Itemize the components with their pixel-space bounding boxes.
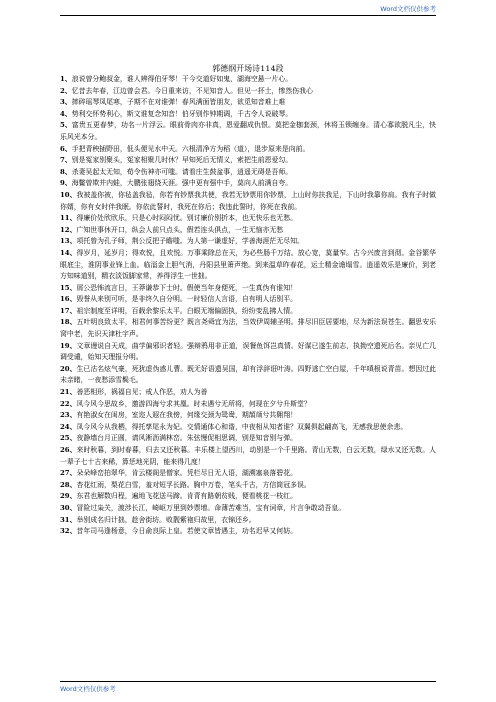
verse-text: 摔碎瑶琴凤尾寒，子期不在对谁弹！春风满面皆朋友，欲觅知音难上难 [71,98,286,107]
verse-number: 19、 [60,341,77,350]
verse-item [60,225,436,237]
verse-text: 文章谩说自天成，曲学偏邪识者轻。强辩鸦用非正道，误餐鱼饵岂真情。好谋已遂生前志，执拗空遗死后名。亲见亡几调受谴，始知天理报分明。 [60,341,436,362]
verse-number: 17、 [60,306,77,315]
verse-number: 5、 [60,121,72,130]
verse-text: 五叶明良致太平，相君何事苦纷更？既言尧舜宜为法，当效伊周辅圣明。排尽旧臣居要地，尽为新法误苍生。翻思安乐窝中老，先识天津杜宇声。 [60,318,436,339]
verse-number: 10、 [60,190,77,199]
verse-text: 势利交怀势利心，斯文谁复念知音！伯牙别作钟期调，千古令人说破琴。 [71,109,293,118]
verse-item [60,294,436,306]
verse-text: 风今风今思故乡，邀游四海兮求其凰。时未遇兮无所将，何现在夕兮升斯堂？ [76,399,311,408]
verse-number: 25、 [60,434,77,443]
verse-item [60,410,436,422]
verse-text: 屑公恐怖流言日，王莽谦恭下士时。假使当年身便死，一生真伪有谁知！ [76,283,297,292]
verse-number: 9、 [60,179,72,188]
verse-number: 26、 [60,446,77,454]
verse-item [60,248,436,283]
verse-number: 30、 [60,503,77,512]
verse-item [60,178,436,190]
verse-number: 18、 [60,318,77,327]
verse-text: 浪说曾分鲍叔金，谁人辨得伯牙琴！干今交道好如鬼，湖海空悬一片心。 [71,75,293,83]
verse-item [60,491,436,503]
verse-number: 14、 [60,248,77,257]
verse-number: 21、 [60,388,77,397]
verse-item [60,213,436,225]
verse-text: 生已沽名炫气豪，死犹虚伪惑儿曹。既无好语遗吴国，却有浮辞诳叶涛。四野逃亡空白屋，千年嗔根说青苗。想因过此未亲睹，一夜愁添雪鬓毛。 [60,364,436,385]
verse-number: 8、 [60,167,72,176]
verse-item [60,144,436,156]
verse-text: 善恶相形，祸福自见；戒人作恶，劝人为善 [76,388,208,397]
verse-number: 3、 [60,98,72,107]
verse-text: 得廉价处欣欣乐，只是心时闷闷忧。别讨廉价别折本，也无快乐也无愁。 [76,214,297,223]
verse-item [60,86,436,98]
verse-item [60,317,436,340]
footer-rule [60,681,436,682]
verse-text: 夜静墙台月正圆，请风淅沥满林峦。朱弦慢促相思调，别是知音别与弹。 [76,434,297,443]
verse-text: 广知世事休开口，纵会人前只点头。假若连头俱点，一生无恼亦无愁 [76,225,284,234]
verse-item [60,445,436,468]
verse-text: 得岁月，延岁月；得欢悦，且欢悦。万事乘除总在天，为必些肠千万结。放心宽，莫量窄。古今兴废言到彻。金谷繁华眼底尘，淮阴事业锋上血。临淄金上胆气消，丹阳县里箫声绝。到来温草昨春花，运土精金谵塌雪。逍遥效乐是廉价，到老方知味道别，精衣淡饭脚家常，养得浮生一世拙。 [60,248,436,281]
verse-text: 我被盖你被，你毡盖我毡，你若有钞票我共使，我若无钞票用你钞票，上山时你扶我足，下山时我靠你肩。我有子时做你婿，你有女时伴我眠。你依此誓时，我死在你后；我违此誓时，你死在我前。 [60,190,436,211]
verse-item [60,283,436,295]
verse-number: 12、 [60,225,77,234]
verse-item [60,515,436,527]
verse-item [60,387,436,399]
verse-item [60,399,436,411]
verse-text: 冒险过枭关，渡涉长江，崎岖万里到妙票增。命薄苦难当，宝有词章，片言争敢动吾皇。 [76,503,346,512]
verse-text: 昔年司马逢杨意，今日俞良际上皇。若使文章皆遇主，功名迟早又何妨。 [76,527,297,536]
verse-item [60,364,436,387]
verse-number: 15、 [60,283,77,292]
verse-item [60,480,436,492]
verse-text: 杀妻吴起太无知，荀令伤神亦可嗤。请看庄生鼓盆事，逍遥无碍是吾师。 [71,167,293,176]
verse-item [60,120,436,143]
verse-text: 手把青秧插野田，低头便见水中天。六根清净方为稻（道），退步原来是向前。 [71,144,310,153]
verse-number: 20、 [60,364,77,373]
verse-text: 朵朵峰峦拍翠华，肯云楼阁是僧家。凭栏尽日无人语，湖溯塞泉落碧花。 [76,469,297,478]
verse-text: 有艳淑女在闺房，室迩人遐在我傍，何缘交颈为鸳鸯，期頡颃兮共翱翔！ [76,411,297,420]
verse-text: 海鳖曾欺井内蛙，大鹏张翅绕天涯。强中更有强中手，莫向人前满自夸。 [71,179,293,188]
verse-text: 忆昔去年春，江边曾会君。今日重来访，不见知音人。但见一抔土，惨然伤我心 [71,86,313,95]
verse-text: 毁誉从来别可听，是非终久自分明。一时轻信人言语，自有明人话别平。 [76,295,297,304]
verse-text: 富贵五更春梦，功名一片浮云。眼前骨肉亦非真，恩爱翻成仇恨。莫把金枷套颈，休将玉锁缠身。清心寡欲脱凡尘，快乐风光本分。 [60,121,437,141]
verse-number: 11、 [60,214,77,223]
verse-item [60,74,436,86]
verse-text: 来时秋暮，到时春暮，归去又还秋暮。丰乐楼上望西川，动别是一个千里路。青山无数，白云无数，绿水又还无数。人一辈子七十古来稀，算恁地光阴，能来得几度！ [60,446,436,466]
verse-item [60,109,436,121]
verse-number: 24、 [60,422,77,431]
verse-text: 祖宗制度至详明，百载余黎乐太平。白眼无端偏固执，纷纷变乱拂人情。 [76,306,297,315]
verse-text: 别是冤家别聚头，冤家相聚几时休？早知死后无情义，索把生前恩爱勾。 [71,156,293,165]
verse-item [60,503,436,515]
verse-number: 31、 [60,515,77,524]
verse-number: 22、 [60,399,77,408]
document-title: 郭德纲开场诗114段 [212,64,284,73]
verse-item [60,97,436,109]
verse-number: 28、 [60,480,77,489]
verse-text: 东君也解数归程，遍地飞花送马蹄。肯青有路朝贫贱，便看桃花一枝红。 [76,492,297,501]
verse-item [60,190,436,213]
verse-item [60,433,436,445]
verse-text: 举别成名归计拙，趁舍街坊。败靓紫袍归故里，衣锦还乡。 [76,515,256,524]
verse-item [60,341,436,364]
verse-item [60,306,436,318]
verse-number: 1、 [60,75,72,83]
verse-item [60,236,436,248]
verse-item [60,167,436,179]
verse-text: 项托曾为孔子师，荆公反把子瞻嗤。为人第一谦虚好，学善海涯茫无尽知。 [76,237,304,246]
verse-number: 16、 [60,295,77,304]
verse-item [60,468,436,480]
verse-item [60,422,436,434]
verse-number: 32、 [60,527,77,536]
verse-number: 23、 [60,411,77,420]
verse-number: 4、 [60,109,72,118]
header-label: Word文档仅供参考 [380,5,436,13]
verse-text: 杏花红雨，梨花白雪，羞对短孚长路。胸中万卷，笔头千古，方信筒冠多误。 [76,480,311,489]
verse-number: 27、 [60,469,77,478]
verse-text: 凤今风今从我栖，得托孳尾永为妃。交情通体心和谐，中夜相从知者谁？双翼俱起翩高飞，无感我思使余悲。 [76,422,408,431]
verse-number: 2、 [60,86,72,95]
verse-item [60,155,436,167]
verse-list [60,74,436,538]
verse-number: 29、 [60,492,77,501]
verse-item [60,526,436,538]
verse-number: 13、 [60,237,77,246]
verse-number: 6、 [60,144,72,153]
footer-label: Word文档仅供参考 [60,685,116,693]
header-rule [60,15,436,16]
verse-number: 7、 [60,156,72,165]
